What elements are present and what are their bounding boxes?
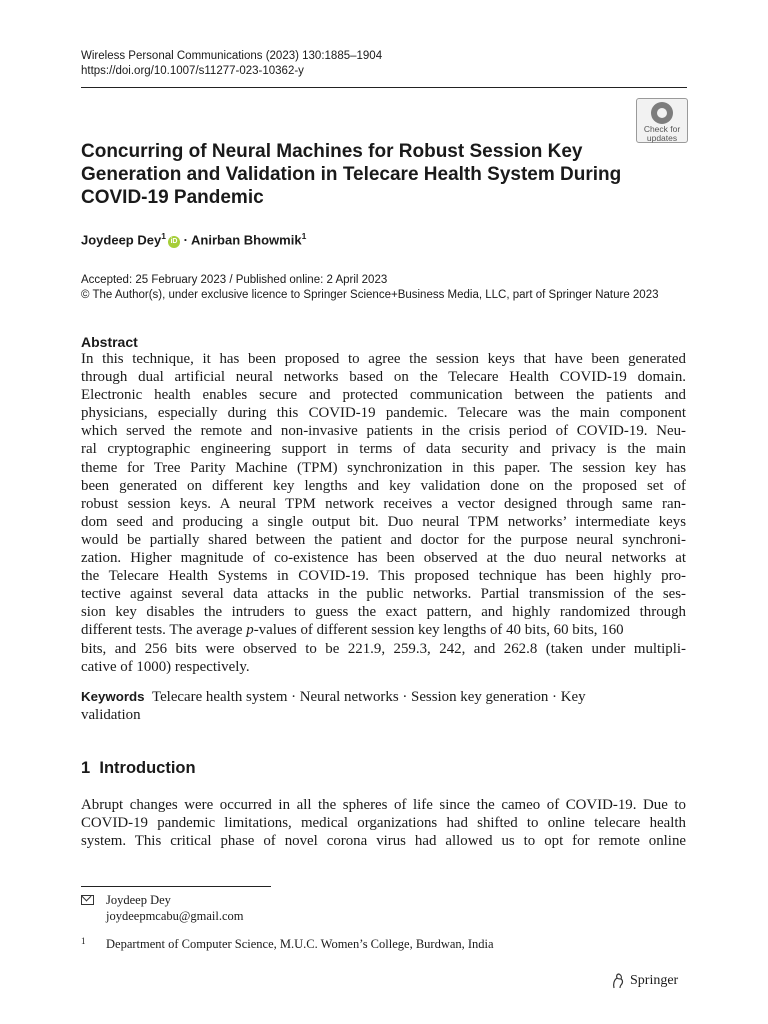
intro-line: Abrupt changes were occurred in all the spheres of life since the cameo of COVID-19. Due to bbox=[81, 797, 686, 813]
abstract-line: been generated on different key lengths and key validation done on the proposed set of bbox=[81, 477, 686, 494]
badge-label: Check for updates bbox=[643, 124, 681, 143]
contact-name: Joydeep Dey bbox=[106, 893, 171, 907]
envelope-icon bbox=[81, 892, 94, 908]
abstract-line: sion key disables the intruders to guess the exact pattern, and highly randomized through bbox=[81, 604, 686, 621]
abstract-text bbox=[81, 350, 686, 676]
check-for-updates-badge[interactable] bbox=[636, 98, 688, 143]
abstract-line: Electronic health enables secure and protected communication between the patients and bbox=[81, 387, 686, 404]
publication-dates bbox=[81, 273, 659, 303]
abstract-line: ral cryptographic engineering support in terms of data security and privacy is the main bbox=[81, 441, 686, 458]
section-heading bbox=[81, 759, 196, 778]
header-divider bbox=[81, 87, 687, 88]
affiliation-mark: 1 bbox=[301, 231, 307, 241]
abstract-line: tective against several data attacks in the public networks. Partial transmission of the ses- bbox=[81, 586, 686, 603]
author-name[interactable]: Joydeep Dey bbox=[81, 232, 162, 248]
orcid-icon[interactable]: iD bbox=[168, 236, 180, 248]
abstract-line: different tests. The average p-values of different session key lengths of 40 bits, 60 bits, 160 bbox=[81, 622, 624, 639]
abstract-line: cative of 1000) respectively. bbox=[81, 658, 250, 675]
section-number: 1 bbox=[81, 759, 91, 777]
introduction-text bbox=[81, 796, 686, 850]
abstract-line: theme for Tree Parity Machine (TPM) synchronization in this paper. The session key has bbox=[81, 459, 686, 476]
abstract-heading: Abstract bbox=[81, 334, 138, 350]
affiliation-number: 1 bbox=[81, 936, 86, 946]
intro-line: COVID-19 pandemic limitations, medical organizations had shifted to online telecare health bbox=[81, 815, 686, 832]
publisher-logo bbox=[611, 973, 678, 989]
journal-citation: Wireless Personal Communications (2023) 130:1885–1904 bbox=[81, 50, 383, 62]
keywords bbox=[81, 688, 686, 724]
keywords-list: Telecare health system · Neural networks · Session key generation · Key bbox=[152, 689, 586, 705]
affiliation-text: Department of Computer Science, M.U.C. Women’s College, Burdwan, India bbox=[106, 937, 494, 951]
abstract-line: zation. Higher magnitude of co-existence has been observed at the duo neural networks at bbox=[81, 550, 686, 567]
copyright-line: © The Author(s), under exclusive licence to Springer Science+Business Media, LLC, part of Springer Nature 2023 bbox=[81, 289, 659, 301]
footnotes bbox=[81, 892, 494, 952]
intro-line: system. This critical phase of novel corona virus had allowed us to opt for remote online bbox=[81, 833, 686, 850]
author-list bbox=[81, 231, 306, 248]
keywords-label: Keywords bbox=[81, 689, 145, 704]
abstract-line: would be partially shared between the patient and doctor for the purpose neural synchroni- bbox=[81, 531, 686, 548]
contact-email[interactable]: joydeepmcabu@gmail.com bbox=[106, 909, 244, 923]
contact-author bbox=[81, 892, 494, 924]
author-name[interactable]: Anirban Bhowmik bbox=[191, 232, 302, 248]
abstract-line: which served the remote and non-invasive patients in the crisis period of COVID-19. Neu- bbox=[81, 423, 686, 440]
keywords-list-continued: validation bbox=[81, 707, 141, 724]
footnote-divider bbox=[81, 886, 271, 887]
check-for-updates-icon bbox=[651, 102, 673, 124]
accepted-published-line: Accepted: 25 February 2023 / Published online: 2 April 2023 bbox=[81, 274, 388, 286]
abstract-line: robust session keys. A neural TPM network receives a vector designed through same ran- bbox=[81, 495, 686, 512]
paper-title: Concurring of Neural Machines for Robust Session Key Generation and Validation in Telecare Health System During COVID-19 Pandemic bbox=[81, 141, 622, 208]
doi-link[interactable]: https://doi.org/10.1007/s11277-023-10362-y bbox=[81, 65, 304, 77]
abstract-line: In this technique, it has been proposed to agree the session keys that have been generated bbox=[81, 351, 686, 367]
springer-horse-icon bbox=[611, 973, 625, 989]
section-title: Introduction bbox=[99, 759, 196, 777]
publisher-name: Springer bbox=[630, 973, 679, 988]
abstract-line: bits, and 256 bits were observed to be 221.9, 259.3, 242, and 262.8 (taken under multipli- bbox=[81, 640, 686, 657]
abstract-line: the Telecare Health Systems in COVID-19. This proposed technique has been highly pro- bbox=[81, 568, 686, 585]
abstract-line: dom seed and producing a single output bit. Duo neural TPM networks’ intermediate keys bbox=[81, 513, 686, 530]
abstract-line: through dual artificial neural networks based on the Telecare Health COVID-19 domain. bbox=[81, 369, 686, 386]
journal-header bbox=[81, 49, 382, 79]
author-separator: · bbox=[183, 232, 188, 248]
affiliation bbox=[81, 936, 494, 952]
affiliation-mark: 1 bbox=[161, 231, 166, 241]
abstract-line: physicians, especially during this COVID-19 pandemic. Telecare was the main component bbox=[81, 405, 686, 422]
